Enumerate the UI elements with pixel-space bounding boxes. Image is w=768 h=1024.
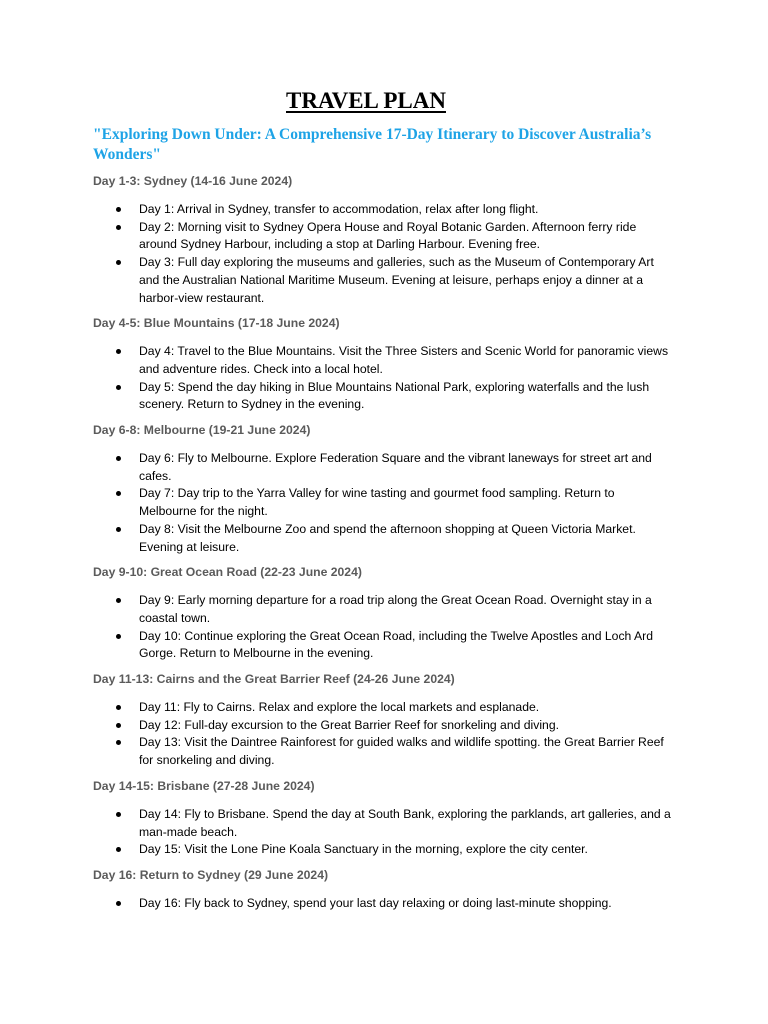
section-heading: Day 6-8: Melbourne (19-21 June 2024) [93, 423, 311, 438]
list-item [93, 201, 675, 219]
list-item [93, 485, 675, 520]
bullet-icon [116, 349, 121, 354]
list-item [93, 343, 675, 378]
list-item [93, 734, 675, 769]
section-heading: Day 16: Return to Sydney (29 June 2024) [93, 867, 329, 882]
list-item [93, 895, 675, 913]
bullet-list [93, 343, 693, 414]
list-item-text: Day 16: Fly back to Sydney, spend your last day relaxing or doing last-minute shopping. [139, 895, 612, 910]
section-heading: Day 11-13: Cairns and the Great Barrier Reef (24-26 June 2024) [93, 672, 455, 687]
bullet-icon [116, 385, 121, 390]
bullet-icon [116, 598, 121, 603]
page-title: TRAVEL PLAN [286, 88, 446, 113]
list-item-text: Day 12: Full-day excursion to the Great Barrier Reef for snorkeling and diving. [139, 717, 559, 732]
bullet-list [93, 450, 693, 556]
list-item-text: Day 5: Spend the day hiking in Blue Mountains National Park, exploring waterfalls and the lush scenery. Return to Sydney in the evening. [139, 379, 650, 412]
bullet-list [93, 895, 693, 913]
bullet-icon [116, 740, 121, 745]
list-item-text: Day 4: Travel to the Blue Mountains. Visit the Three Sisters and Scenic World for panoramic views and adventure rides. Check into a local hotel. [139, 344, 669, 376]
section-heading: Day 14-15: Brisbane (27-28 June 2024) [93, 778, 315, 793]
list-item [93, 521, 675, 556]
list-item [93, 699, 675, 717]
list-item [93, 379, 675, 414]
list-item-text: Day 9: Early morning departure for a road trip along the Great Ocean Road. Overnight stay in a coastal town. [139, 593, 652, 625]
bullet-list [93, 806, 693, 859]
list-item-text: Day 6: Fly to Melbourne. Explore Federation Square and the vibrant laneways for street art and cafes. [139, 451, 652, 483]
list-item-text: Day 15: Visit the Lone Pine Koala Sanctuary in the morning, explore the city center. [139, 842, 588, 857]
bullet-icon [116, 847, 121, 852]
list-item [93, 628, 675, 663]
list-item-text: Day 11: Fly to Cairns. Relax and explore the local markets and esplanade. [139, 700, 540, 715]
list-item-text: Day 2: Morning visit to Sydney Opera House and Royal Botanic Garden. Afternoon ferry ride around Sydney Harbour, including a stop at Darling Harbour. Evening free. [139, 219, 637, 252]
bullet-icon [116, 527, 121, 532]
bullet-icon [116, 225, 121, 230]
list-item [93, 841, 675, 859]
bullet-icon [116, 705, 121, 710]
list-item-text: Day 10: Continue exploring the Great Ocean Road, including the Twelve Apostles and Loch Ard Gorge. Return to Melbourne in the evening. [139, 628, 654, 661]
list-item-text: Day 13: Visit the Daintree Rainforest for guided walks and wildlife spotting. the Great Barrier Reef for snorkeling and diving. [139, 735, 664, 768]
bullet-icon [116, 207, 121, 212]
bullet-icon [116, 260, 121, 265]
list-item [93, 254, 675, 307]
section-heading: Day 4-5: Blue Mountains (17-18 June 2024) [93, 316, 340, 331]
section-heading: Day 1-3: Sydney (14-16 June 2024) [93, 174, 293, 188]
bullet-icon [116, 901, 121, 906]
list-item-text: Day 14: Fly to Brisbane. Spend the day at South Bank, exploring the parklands, art galleries, and a man-made beach. [139, 806, 671, 839]
bullet-icon [116, 491, 121, 496]
bullet-icon [116, 456, 121, 461]
bullet-list [93, 699, 693, 770]
bullet-list [93, 201, 693, 307]
list-item-text: Day 1: Arrival in Sydney, transfer to accommodation, relax after long flight. [139, 202, 539, 216]
list-item [93, 806, 675, 841]
list-item-text: Day 8: Visit the Melbourne Zoo and spend the afternoon shopping at Queen Victoria Market. Evening at leisure. [139, 521, 636, 554]
list-item [93, 450, 675, 485]
list-item [93, 219, 675, 254]
list-item-text: Day 3: Full day exploring the museums and galleries, such as the Museum of Contemporary Art and the Australian National Maritime Museum. Evening at leisure, perhaps enjoy a dinner at a harbor-view restaurant. [139, 255, 654, 305]
list-item [93, 717, 675, 735]
bullet-icon [116, 723, 121, 728]
list-item-text: Day 7: Day trip to the Yarra Valley for wine tasting and gourmet food sampling. Return to Melbourne for the night. [139, 486, 615, 519]
page-subtitle: "Exploring Down Under: A Comprehensive 17-Day Itinerary to Discover Australia’s Wonders" [93, 126, 652, 163]
itinerary-sections [93, 172, 693, 920]
section-heading: Day 9-10: Great Ocean Road (22-23 June 2024) [93, 565, 362, 580]
list-item [93, 592, 675, 627]
bullet-icon [116, 634, 121, 639]
bullet-list [93, 592, 693, 663]
bullet-icon [116, 812, 121, 817]
